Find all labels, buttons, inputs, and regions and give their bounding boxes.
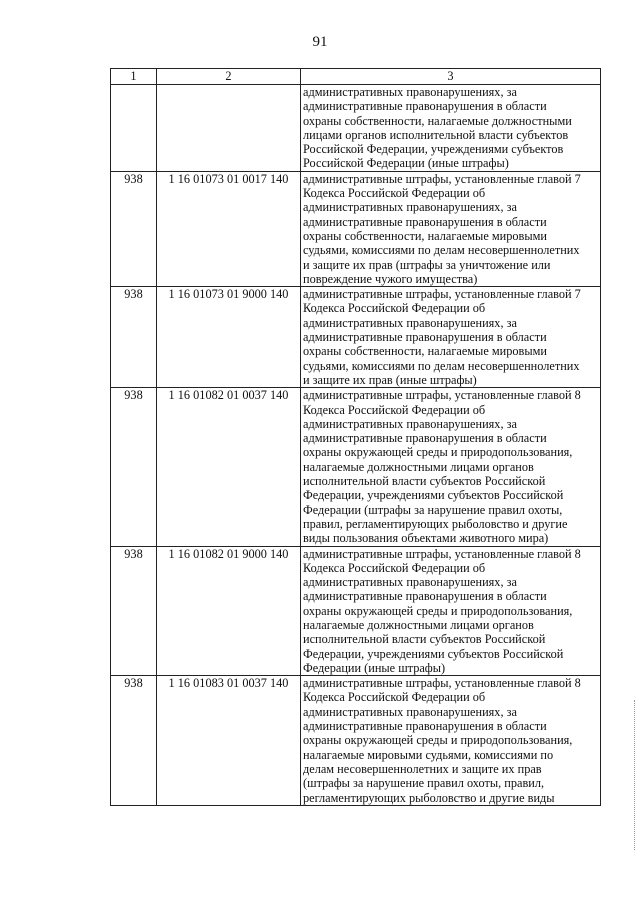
description-line: административных правонарушениях, за	[303, 704, 517, 719]
description-line: административных правонарушениях, за	[303, 315, 517, 330]
revenue-description-cell	[301, 546, 601, 676]
description-line: лицами органов исполнительной власти субъектов	[303, 127, 569, 142]
description-line: Федерации (иные штрафы)	[303, 660, 446, 675]
budget-classification-code-cell: 1 16 01073 01 9000 140	[157, 287, 301, 388]
description-line: повреждение чужого имущества)	[303, 271, 478, 286]
description-line: Российской Федерации (иные штрафы)	[303, 156, 509, 171]
column-header-1: 1	[111, 69, 157, 85]
description-line: налагаемые должностными лицами органов	[303, 459, 534, 474]
administrator-code-cell: 938	[111, 676, 157, 806]
description-line: охраны собственности, налагаемые должностными	[303, 113, 572, 128]
description-line: налагаемые должностными лицами органов	[303, 617, 534, 632]
description-line: регламентирующих рыболовство и другие виды	[303, 790, 555, 805]
description-line: административные правонарушения в области	[303, 99, 547, 114]
description-line: Федерации, учреждениями субъектов Российской	[303, 646, 564, 661]
budget-classification-code-cell: 1 16 01082 01 9000 140	[157, 546, 301, 676]
description-line: и защите их прав (штрафы за уничтожение или	[303, 257, 551, 272]
budget-codes-table	[110, 68, 601, 806]
description-line: административные правонарушения в области	[303, 431, 547, 446]
description-line: административные правонарушения в области	[303, 214, 547, 229]
description-line: охраны окружающей среды и природопользования,	[303, 733, 573, 748]
administrator-code-cell: 938	[111, 287, 157, 388]
description-line: административные штрафы, установленные главой 8	[303, 676, 581, 691]
budget-classification-code-cell	[157, 85, 301, 172]
description-line: Кодекса Российской Федерации об	[303, 301, 486, 316]
description-line: охраны собственности, налагаемые мировыми	[303, 228, 547, 243]
description-line: административных правонарушениях, за	[303, 85, 517, 99]
description-line: административные штрафы, установленные главой 8	[303, 546, 581, 561]
table-row	[111, 546, 601, 676]
budget-classification-code-cell: 1 16 01082 01 0037 140	[157, 388, 301, 546]
revenue-description-cell	[301, 287, 601, 388]
description-line: административные правонарушения в области	[303, 330, 547, 345]
description-line: административные штрафы, установленные главой 7	[303, 171, 581, 186]
description-line: административных правонарушениях, за	[303, 200, 517, 215]
description-line: и защите их прав (иные штрафы)	[303, 372, 477, 387]
administrator-code-cell: 938	[111, 388, 157, 546]
description-line: Кодекса Российской Федерации об	[303, 402, 486, 417]
description-line: судьями, комиссиями по делам несовершеннолетних	[303, 243, 580, 258]
revenue-description-cell	[301, 171, 601, 286]
table-header-row	[111, 69, 601, 85]
description-line: Федерации, учреждениями субъектов Российской	[303, 488, 564, 503]
revenue-description-cell	[301, 388, 601, 546]
description-line: Кодекса Российской Федерации об	[303, 560, 486, 575]
description-line: охраны окружающей среды и природопользования,	[303, 603, 573, 618]
description-line: судьями, комиссиями по делам несовершеннолетних	[303, 358, 580, 373]
administrator-code-cell	[111, 85, 157, 172]
revenue-description-cell	[301, 676, 601, 806]
description-line: административных правонарушениях, за	[303, 575, 517, 590]
table-row	[111, 85, 601, 172]
description-line: административных правонарушениях, за	[303, 416, 517, 431]
administrator-code-cell: 938	[111, 546, 157, 676]
column-header-2: 2	[157, 69, 301, 85]
description-line: Федерации (штрафы за нарушение правил охоты,	[303, 502, 563, 517]
page-number: 91	[312, 34, 328, 50]
description-line: делам несовершеннолетних и защите их прав	[303, 761, 542, 776]
description-line: административные правонарушения в области	[303, 719, 547, 734]
description-line: административные правонарушения в области	[303, 589, 547, 604]
budget-classification-code-cell: 1 16 01073 01 0017 140	[157, 171, 301, 286]
revenue-description-cell	[301, 85, 601, 172]
description-line: налагаемые мировыми судьями, комиссиями по	[303, 747, 554, 762]
description-line: (штрафы за нарушение правил охоты, правил,	[303, 776, 545, 791]
table-row	[111, 287, 601, 388]
description-line: административные штрафы, установленные главой 8	[303, 388, 581, 403]
column-header-3: 3	[301, 69, 601, 85]
description-line: исполнительной власти субъектов Российской	[303, 474, 546, 489]
description-line: Кодекса Российской Федерации об	[303, 186, 486, 201]
table-row	[111, 676, 601, 806]
budget-classification-code-cell: 1 16 01083 01 0037 140	[157, 676, 301, 806]
description-line: правил, регламентирующих рыболовство и другие	[303, 516, 568, 531]
table-row	[111, 388, 601, 546]
description-line: охраны собственности, налагаемые мировыми	[303, 344, 547, 359]
administrator-code-cell: 938	[111, 171, 157, 286]
description-line: Российской Федерации, учреждениями субъектов	[303, 142, 564, 157]
scan-edge-artifact	[634, 700, 638, 850]
table-row	[111, 171, 601, 286]
description-line: Кодекса Российской Федерации об	[303, 690, 486, 705]
description-line: виды пользования объектами животного мира)	[303, 531, 549, 546]
description-line: административные штрафы, установленные главой 7	[303, 287, 581, 302]
description-line: охраны окружающей среды и природопользования,	[303, 445, 573, 460]
description-line: исполнительной власти субъектов Российской	[303, 632, 546, 647]
